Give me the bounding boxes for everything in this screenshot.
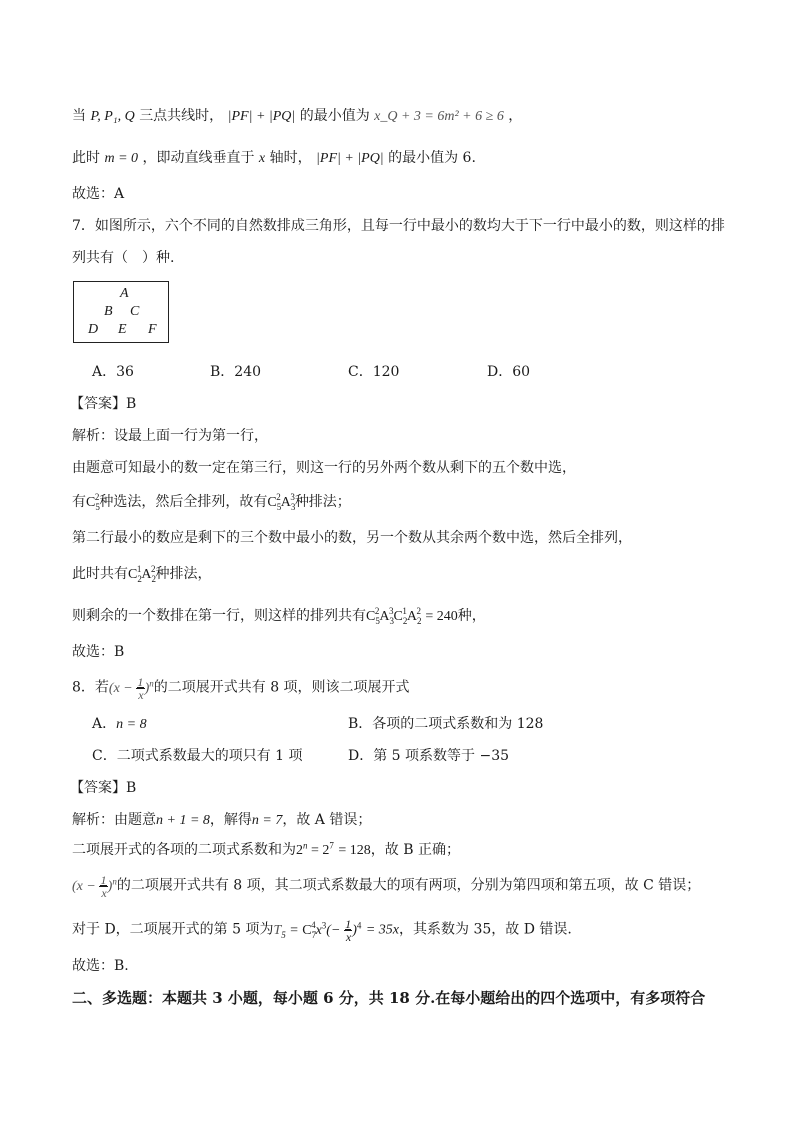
math-x: x — [258, 151, 266, 166]
math-n-eq-8: n = 8 — [116, 717, 147, 732]
fig-label-c: C — [130, 304, 140, 319]
text: 的最小值为 6. — [388, 150, 476, 166]
q8-option-a — [92, 714, 147, 735]
option-label: A． — [92, 716, 117, 732]
text: 的二项展开式共有 8 项，其二项式系数最大的项有两项，分别为第四项和第五项，故 C 错误； — [116, 877, 701, 894]
math-binomial: (x − $\frac{1}{x}$ )$^n$ — [72, 873, 117, 900]
text: 8．若 — [72, 679, 109, 696]
text: 种， — [457, 608, 486, 624]
text: 的最小值为 — [299, 108, 370, 124]
q7-solution-1: 解析：设最上面一行为第一行， — [72, 428, 268, 444]
q8-solution-2 — [72, 840, 460, 861]
math-min-expression: x_Q + 3 = 6m² + 6 ≥ 6 — [374, 109, 504, 124]
q7-solution-6 — [72, 606, 486, 627]
fig-label-f: F — [148, 322, 157, 337]
text: 的二项展开式共有 8 项，则该二项展开式 — [153, 679, 410, 696]
text: 解析：由题意 — [72, 812, 156, 828]
math-abs-sum: |PF| + |PQ| — [227, 109, 296, 124]
math-result: = 240 — [425, 609, 458, 624]
q8-solution-3 — [72, 874, 700, 899]
text: ，其系数为 35，故 D 错误. — [399, 921, 572, 938]
text: 二项展开式的各项的二项式系数和为 — [72, 842, 296, 858]
q8-answer: 【答案】B — [70, 780, 137, 796]
math-binomial: (x − $\frac{1}{x}$ )$^n$ — [108, 675, 154, 702]
comb-symbol: C — [86, 495, 96, 510]
math-abs-sum: |PF| + |PQ| — [316, 151, 384, 166]
text: 轴时， — [269, 150, 312, 166]
q7-option-b: B．240 — [210, 364, 262, 380]
math-points: P, P₁, Q — [90, 109, 135, 124]
math-comb: $C_5^2$ — [86, 492, 100, 512]
q7-option-d: D．60 — [487, 364, 531, 380]
fig-label-a: A — [120, 286, 129, 301]
q7-solution-7: 故选：B — [72, 644, 125, 660]
solution-line-2 — [72, 148, 476, 169]
text: 种排法； — [294, 494, 351, 510]
text: 当 — [72, 108, 86, 124]
math-comb-perm: $C_2^1A_2^2$ — [128, 564, 156, 584]
q8-solution-5: 故选：B. — [72, 958, 129, 974]
math-n-plus-1: n + 1 = 8 — [156, 813, 210, 828]
q7-solution-5 — [72, 564, 211, 585]
q7-option-c: C．120 — [348, 364, 400, 380]
text: ，即动直线垂直于 — [142, 150, 255, 166]
math-m-zero: m = 0 — [104, 151, 139, 166]
q7-stem-line-2: 列共有（ ）种. — [72, 250, 175, 266]
fig-label-d: D — [88, 322, 99, 337]
text: 三点共线时， — [139, 108, 224, 124]
q8-stem — [72, 676, 410, 701]
text: 此时共有 — [72, 566, 128, 582]
q7-triangle-figure — [73, 281, 169, 343]
math-term-5: $T_5 = C_7^4x^3(-$ $\frac{1}{x}$ )$^4$ — [273, 917, 362, 944]
text: ，故 B 正确； — [370, 842, 460, 858]
text: 此时 — [72, 150, 100, 166]
q8-solution-4 — [72, 918, 572, 943]
q7-stem-line-1: 7．如图所示，六个不同的自然数排成三角形，且每一行中最小的数均大于下一行中最小的数，则这样的排 — [72, 218, 725, 234]
math-result: = 35x — [365, 922, 400, 938]
q7-solution-4: 第二行最小的数应是剩下的三个数中最小的数，另一个数从其余两个数中选，然后全排列， — [72, 530, 632, 546]
math-comb-perm: $C_5^2A_3^3$ — [267, 492, 296, 512]
text: 种排法， — [155, 566, 212, 582]
choice-line: 故选：A — [72, 186, 125, 202]
math-result: = 128 — [338, 843, 371, 858]
math-product: $C_5^2A_3^3C_2^1A_2^2$ — [366, 606, 422, 626]
text: ，故 A 错误； — [282, 812, 372, 828]
fig-label-e: E — [118, 322, 127, 337]
q7-answer: 【答案】B — [70, 396, 137, 412]
text: 种选法，然后全排列，故有 — [99, 494, 268, 510]
q7-solution-2: 由题意可知最小的数一定在第三行，则这一行的另外两个数从剩下的五个数中选， — [72, 460, 576, 476]
text: ， — [508, 108, 523, 124]
q8-option-c: C．二项式系数最大的项只有 1 项 — [92, 748, 303, 764]
math-n-eq-7: n = 7 — [251, 813, 283, 828]
text: 对于 D，二项展开式的第 5 项为 — [72, 921, 274, 938]
math-power: $2^n = 2^7$ — [296, 840, 334, 858]
q8-solution-1 — [72, 810, 371, 831]
solution-line-1 — [72, 106, 522, 127]
text: ，解得 — [209, 812, 252, 828]
text: 有 — [72, 494, 86, 510]
text: 则剩余的一个数排在第一行，则这样的排列共有 — [72, 608, 366, 624]
q7-option-a: A．36 — [92, 364, 134, 380]
q7-solution-3 — [72, 492, 351, 513]
q8-option-d: D．第 5 项系数等于 −35 — [348, 748, 510, 764]
q8-option-b: B．各项的二项式系数和为 128 — [348, 716, 544, 732]
fig-label-b: B — [104, 304, 113, 319]
section-2-heading: 二、多选题：本题共 3 小题，每小题 6 分，共 18 分.在每小题给出的四个选项中，有多项符合 — [72, 989, 706, 1007]
